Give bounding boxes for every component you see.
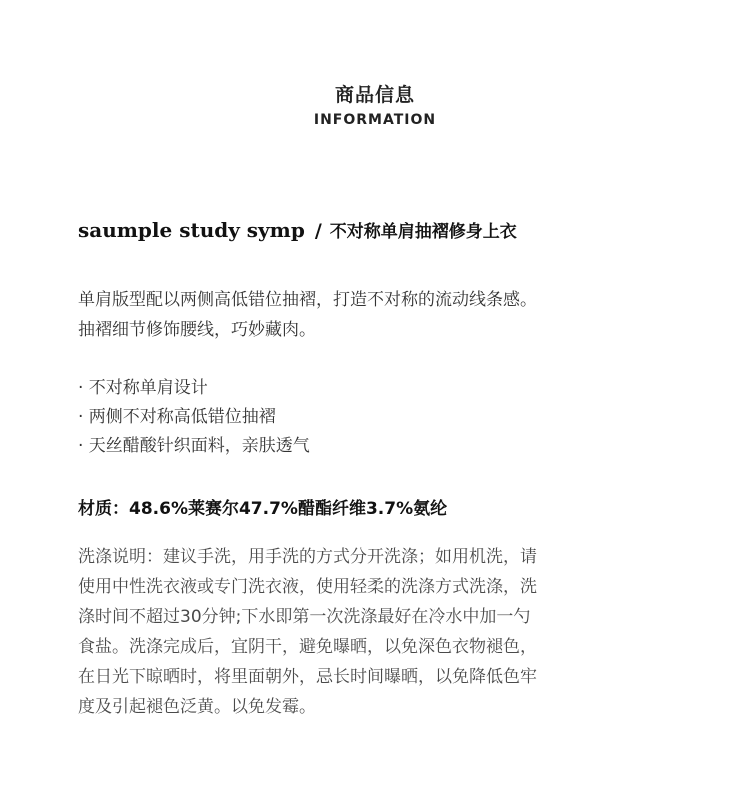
section-title: 商品信息 — [334, 84, 415, 106]
section-subtitle: INFORMATION — [313, 112, 437, 128]
product-title-line — [78, 214, 710, 248]
title-separator: / — [314, 220, 322, 242]
feature-item: · 两侧不对称高低错位抽褶 — [78, 407, 276, 427]
wash-line: 涤时间不超过30分钟;下水即第一次洗涤最好在冷水中加一勺 — [78, 607, 531, 627]
wash-line: 在日光下晾晒时，将里面朝外，忌长时间曝晒，以免降低色牢 — [78, 667, 537, 687]
description-line: 抽褶细节修饰腰线，巧妙藏肉。 — [78, 320, 316, 340]
feature-item: · 天丝醋酸针织面料，亲肤透气 — [78, 436, 310, 456]
section-header — [0, 82, 750, 131]
material-composition: 材质：48.6%莱赛尔47.7%醋酯纤维3.7%氨纶 — [78, 499, 448, 519]
description-line: 单肩版型配以两侧高低错位抽褶，打造不对称的流动线条感。 — [78, 290, 537, 310]
product-description — [78, 285, 700, 345]
feature-item: · 不对称单肩设计 — [78, 378, 208, 398]
wash-line: 洗涤说明：建议手洗，用手洗的方式分开洗涤；如用机洗，请 — [78, 547, 537, 567]
feature-list — [78, 374, 700, 461]
washing-instructions — [78, 542, 674, 722]
wash-line: 食盐。洗涤完成后，宜阴干，避免曝晒，以免深色衣物褪色， — [78, 637, 537, 657]
brand-name: saumple study symp — [78, 218, 305, 242]
wash-line: 使用中性洗衣液或专门洗衣液，使用轻柔的洗涤方式洗涤，洗 — [78, 577, 537, 597]
product-name: 不对称单肩抽褶修身上衣 — [329, 222, 517, 242]
wash-line: 度及引起褪色泛黄。以免发霉。 — [78, 697, 316, 717]
